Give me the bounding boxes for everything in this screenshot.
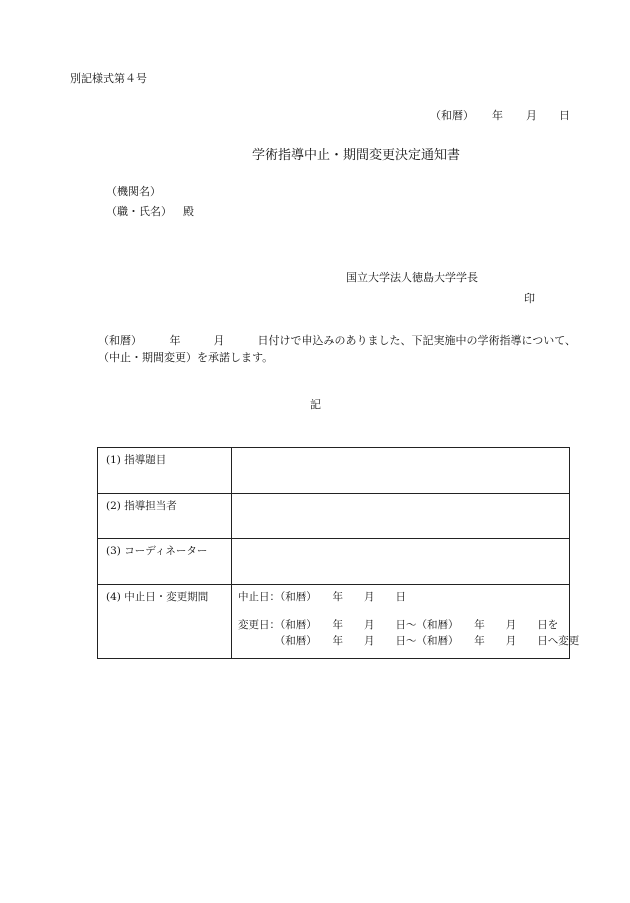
table-row-period: [98, 585, 580, 658]
change-date-line-2: （和暦） 年 月 日〜（和暦） 年 月 日へ変更: [238, 635, 580, 647]
document-title: 学術指導中止・期間変更決定通知書: [252, 148, 461, 163]
date-month: 月: [526, 109, 537, 122]
row-label-subject: (1) 指導題目: [106, 454, 167, 466]
body-line-1: （和暦） 年 月 日付けで申込みのありました、下記実施中の学術指導について、: [98, 334, 577, 347]
change-date-line-1: 変更日：（和暦） 年 月 日〜（和暦） 年 月 日を: [238, 619, 559, 631]
seal-mark: 印: [524, 292, 535, 305]
body-line-2: （中止・期間変更）を承諾します。: [98, 351, 274, 364]
ki-heading: 記: [310, 398, 321, 411]
stop-date-line: 中止日：（和暦） 年 月 日: [238, 591, 406, 603]
date-day: 日: [559, 109, 570, 122]
recipient-org: （機関名）: [106, 185, 161, 198]
recipient-name: （職・氏名）: [106, 205, 172, 218]
date-year: 年: [492, 109, 503, 122]
form-number: 別記様式第４号: [70, 72, 147, 85]
table-row-subject: [98, 448, 569, 494]
issuer-name: 国立大学法人徳島大学学長: [346, 271, 478, 284]
date-era: （和暦）: [430, 109, 474, 122]
recipient-honorific: 殿: [183, 205, 194, 218]
row-label-period: (4) 中止日・変更期間: [106, 591, 209, 603]
table-row-supervisor: [98, 494, 569, 539]
detail-table: [97, 447, 580, 659]
row-label-supervisor: (2) 指導担当者: [106, 500, 177, 512]
row-label-coordinator: (3) コーディネーター: [106, 545, 208, 557]
table-row-coordinator: [98, 539, 569, 585]
